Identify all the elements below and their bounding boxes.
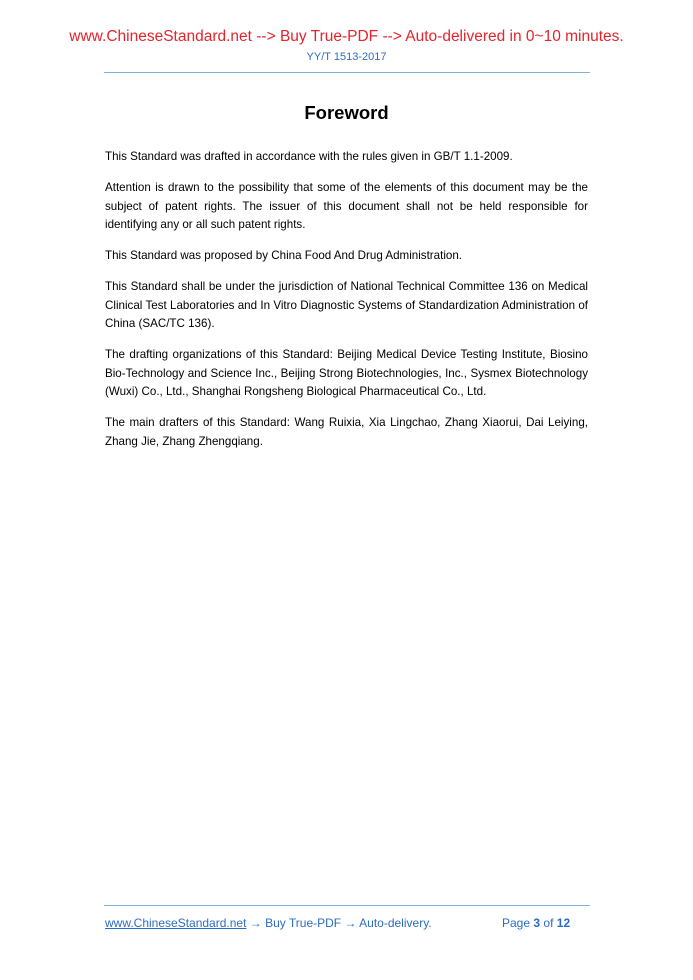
page-total: 12	[556, 916, 571, 930]
page-number	[502, 916, 570, 931]
page-label: Page	[502, 916, 531, 930]
header-banner[interactable]: www.ChineseStandard.net --> Buy True-PDF --> Auto-delivered in 0~10 minutes.	[69, 28, 624, 45]
paragraph-drafting-rules: This Standard was drafted in accordance with the rules given in GB/T 1.1-2009.	[105, 150, 513, 163]
arrow-right-icon: →	[344, 916, 357, 930]
paragraph-jurisdiction: This Standard shall be under the jurisdiction of National Technical Committee 136 on Medical Clinical Test Laboratories and In Vitro Diagnostic Systems of Standardization Administration of China (SAC/TC 136).	[105, 280, 588, 331]
footer-site-link[interactable]: www.ChineseStandard.net	[105, 916, 247, 930]
arrow-right-icon: →	[249, 916, 262, 930]
page-of-label: of	[543, 916, 554, 930]
paragraph-drafting-organizations: The drafting organizations of this Standard: Beijing Medical Device Testing Institute, Biosino Bio-Technology and Science Inc., Beijing Strong Biotechnologies, Inc., Sysmex Biotechnology (Wuxi) Co., Ltd., Shanghai Rongsheng Biological Pharmaceutical Co., Ltd.	[105, 348, 588, 398]
header-divider	[104, 72, 590, 73]
footer-delivery-text: Auto-delivery.	[359, 916, 432, 930]
page-current: 3	[533, 916, 541, 930]
footer-promo	[105, 916, 432, 931]
paragraph-main-drafters: The main drafters of this Standard: Wang Ruixia, Xia Lingchao, Zhang Xiaorui, Dai Leiying, Zhang Jie, Zhang Zhengqiang.	[105, 416, 588, 448]
footer-buy-text: Buy True-PDF	[265, 916, 342, 930]
standard-code: YY/T 1513-2017	[306, 51, 387, 63]
footer-divider	[104, 905, 590, 906]
paragraph-proposed-by: This Standard was proposed by China Food And Drug Administration.	[105, 249, 463, 263]
foreword-body	[105, 148, 588, 464]
page-title: Foreword	[304, 102, 389, 123]
paragraph-patent-notice: Attention is drawn to the possibility that some of the elements of this document may be the subject of patent rights. The issuer of this document shall not be held responsible for identifying any or all such patent rights.	[105, 181, 588, 231]
